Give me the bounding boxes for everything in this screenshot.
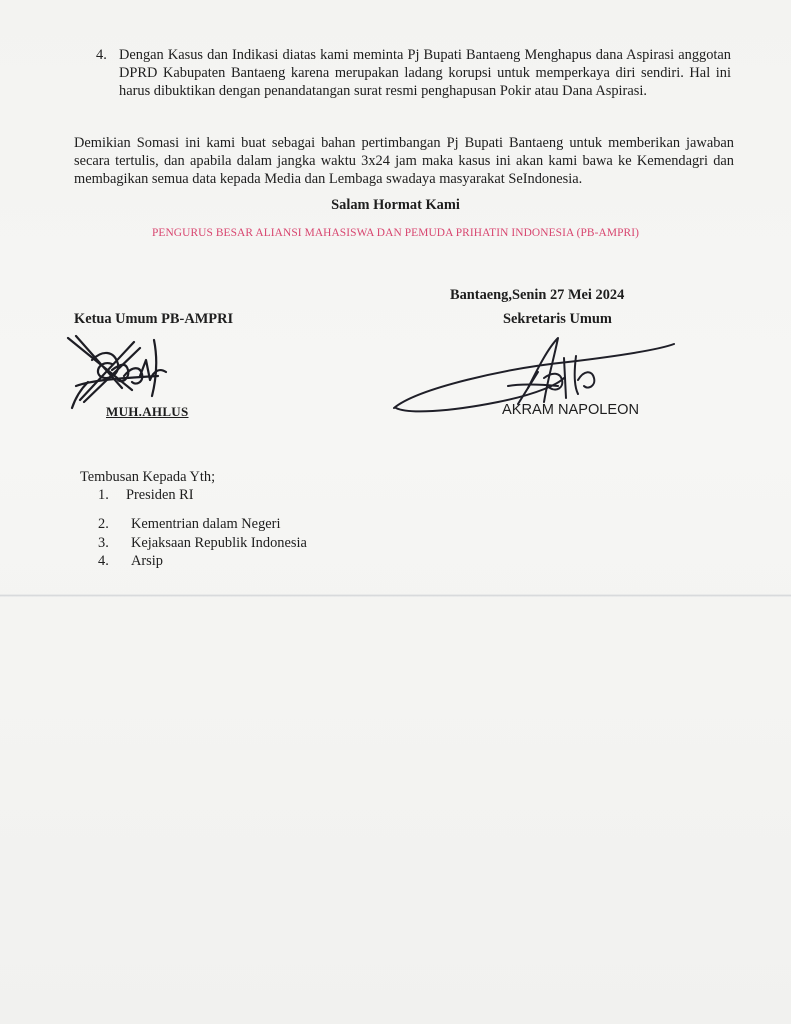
- cc-item-number: 4.: [98, 553, 109, 569]
- right-signatory-name: AKRAM NAPOLEON: [502, 402, 640, 418]
- cc-item-number: 2.: [98, 516, 109, 532]
- cc-item-text: Presiden RI: [126, 487, 194, 503]
- paper-fold-line: [0, 594, 791, 597]
- cc-item-text: Kejaksaan Republik Indonesia: [131, 535, 307, 551]
- list-item-number: 4.: [96, 47, 107, 63]
- cc-item-number: 1.: [98, 487, 109, 503]
- left-signatory-title: Ketua Umum PB-AMPRI: [74, 311, 234, 327]
- place-date: Bantaeng,Senin 27 Mei 2024: [450, 287, 625, 303]
- cc-item-text: Kementrian dalam Negeri: [131, 516, 281, 532]
- list-item-text: Dengan Kasus dan Indikasi diatas kami meminta Pj Bupati Bantaeng Menghapus dana Aspirasi anggotan DPRD Kabupaten Bantaeng karena merupakan ladang korupsi untuk memperkaya diri sendiri. Hal ini harus dibuktikan dengan penandatangan surat resmi penghapusan Pokir atau Dana Aspirasi.: [119, 47, 731, 99]
- cc-heading: Tembusan Kepada Yth;: [80, 469, 216, 485]
- cc-item-text: Arsip: [131, 553, 163, 569]
- right-signatory-title: Sekretaris Umum: [503, 311, 612, 327]
- left-signatory-name: MUH.AHLUS: [106, 404, 189, 419]
- greeting: Salam Hormat Kami: [331, 197, 460, 213]
- organization-name: PENGURUS BESAR ALIANSI MAHASISWA DAN PEMUDA PRIHATIN INDONESIA (PB-AMPRI): [151, 227, 639, 239]
- cc-item-number: 3.: [98, 535, 109, 551]
- closing-paragraph: Demikian Somasi ini kami buat sebagai bahan pertimbangan Pj Bupati Bantaeng untuk memberikan jawaban secara tertulis, dan apabila dalam jangka waktu 3x24 jam maka kasus ini akan kami bawa ke Kemendagri dan membagikan semua data kepada Media dan Lembaga swadaya masyarakat SeIndonesia.: [74, 135, 734, 187]
